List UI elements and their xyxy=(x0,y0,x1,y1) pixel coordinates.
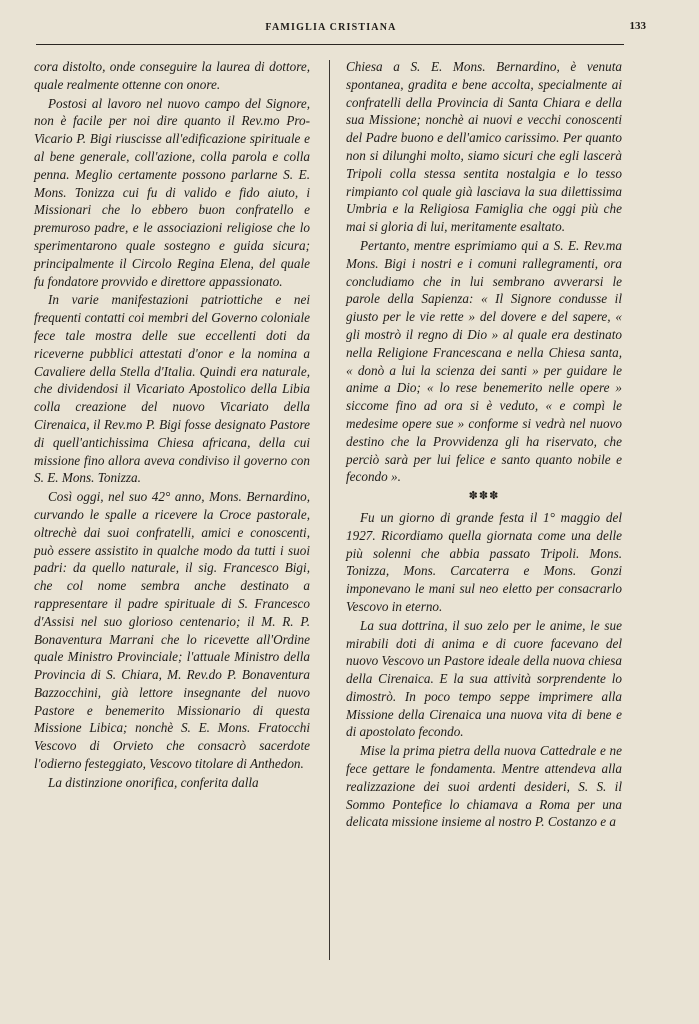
paragraph: In varie manifestazioni patriottiche e nei frequenti contatti coi membri del Governo coloniale fece tale mostra delle sue eccellenti doti da riceverne pubblici attestati d'onor e la nomina a Cavaliere della Stella d'Italia. Quindi era naturale, che dividendosi il Vicariato Apostolico della Libia colla creazione del nuovo Vicariato della Cirenaica, il Rev.mo P. Bigi fosse designato Pastore di quell'antichissima Chiesa africana, della cui missione fino allora aveva condiviso il governo con S. E. Mons. Tonizza. xyxy=(34,292,310,486)
paragraph: Fu un giorno di grande festa il 1° maggio del 1927. Ricordiamo quella giornata come una delle più solenni che abbia passato Tripoli. Mons. Tonizza, Mons. Carcaterra e Mons. Gonzi imponevano le mani sul neo eletto per consacrarlo Vescovo in eterno. xyxy=(346,509,622,614)
section-ornament: ✽✽✽ xyxy=(468,490,500,503)
header-rule xyxy=(36,44,624,45)
paragraph: Così oggi, nel suo 42° anno, Mons. Bernardino, curvando le spalle a ricevere la Croce pastorale, oltrechè dai suoi confratelli, amici e conoscenti, può essere assistito in qualche modo da tutti i suoi padri: da quello naturale, il sig. Francesco Bigi, che col nome sembra anche destinato a rappresentare il padre spirituale di S. Francesco d'Assisi nel suo glorioso centenario; il M. R. P. Bonaventura Marrani che lo ricevette all'Ordine quale Ministro Provinciale; l'attuale Ministro della Provincia di S. Chiara, M. Rev.do P. Bonaventura Bazzocchini, già lettore insegnante del nuovo Pastore e benemerito Missionario di questa Missione Libica; nonchè S. E. Mons. Fratocchi Vescovo di Orvieto che consacrò sacerdote l'odierno festeggiato, Vescovo titolare di Anthedon. xyxy=(34,489,310,772)
column-divider xyxy=(329,60,330,960)
page-number: 133 xyxy=(629,20,646,32)
running-header xyxy=(36,20,646,46)
paragraph: Mise la prima pietra della nuova Cattedrale e ne fece gettare le fondamenta. Mentre attendeva alla realizzazione dei suoi ardenti desideri, S. S. il Sommo Pontefice lo chiamava a Roma per una delicata missione insieme al nostro P. Costanzo e a xyxy=(346,743,622,830)
paragraph: La distinzione onorifica, conferita dalla xyxy=(48,774,259,790)
paragraph: cora distolto, onde conseguire la laurea di dottore, quale realmente ottenne con onore. xyxy=(34,59,310,92)
paragraph: Postosi al lavoro nel nuovo campo del Signore, non è facile per noi dire quanto il Rev.mo Pro-Vicario P. Bigi riuscisse all'edificazione spirituale e al bene generale, coll'azione, colla parola e colla penna. Meglio certamente possono parlarne S. E. Mons. Tonizza cui fu di valido e fido aiuto, i Missionari che lo ebbero buon confratello e premuroso padre, e le associazioni religiose che lo sperimentarono quale sostegno e guida sicura; principalmente il Circolo Regina Elena, del quale fu fondatore provvido e direttore appassionato. xyxy=(34,95,310,289)
paragraph: Pertanto, mentre esprimiamo qui a S. E. Rev.ma Mons. Bigi i nostri e i comuni rallegramenti, ora concludiamo che in lui sembrano avverarsi le parole della Sapienza: « Il Signore condusse il giusto per le vie rette » del dovere e del sapere, « gli mostrò il regno di Dio » al quale era destinato nella Religione Francescana e nella Chiesa santa, « donò a lui la scienza dei santi » per guidare le anime a Dio; « lo rese benemerito nelle opere » siccome fino ad ora si è veduto, « e compì le medesime opere sue » conforme si vedrà nel nuovo destino che la Provvidenza gli ha riservato, che perciò sarà per lui felice e santo quanto nobile e fecondo ». xyxy=(346,237,622,485)
left-column xyxy=(34,58,310,793)
journal-title: FAMIGLIA CRISTIANA xyxy=(265,22,397,33)
paragraph: Chiesa a S. E. Mons. Bernardino, è venuta spontanea, gradita e bene accolta, specialmente ai confratelli della Provincia di Santa Chiara e della sua Missione; nonchè ai nuovi e vecchi conoscenti del Padre buono e dell'amico carissimo. Per quanto non si dilunghi molto, siamo sicuri che egli lascerà Tripoli colla stessa sentita nostalgia e lo tesso rimpianto col quale già lasciava la sua dilettissima Umbria e la Religiosa Famiglia che oggi più che mai si gloria di lui, meritamente esaltato. xyxy=(346,59,622,235)
paragraph: La sua dottrina, il suo zelo per le anime, le sue mirabili doti di anima e di cuore facevano del nuovo Vescovo un Pastore ideale della nuova chiesa della Cirenaica. E la sua attività sorprendente lo dimostrò. In poco tempo seppe imprimere alla Missione della Cirenaica una nuova vita di bene e di apostolato fecondo. xyxy=(346,617,623,740)
right-column xyxy=(346,58,622,832)
